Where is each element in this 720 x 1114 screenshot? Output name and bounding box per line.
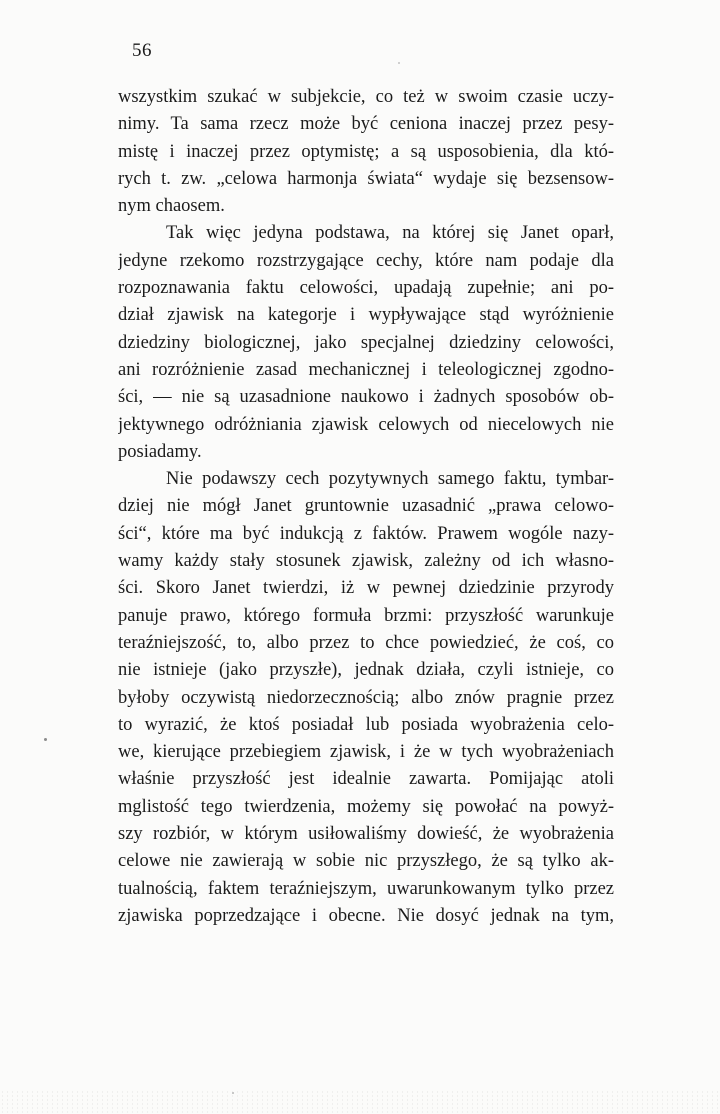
scan-speck xyxy=(44,738,47,741)
text-line: Nie podawszy cech pozytywnych samego faktu, tymbar- xyxy=(166,469,614,490)
text-line: dziej nie mógł Janet gruntownie uzasadnić „prawa celowo- xyxy=(118,496,614,517)
text-line: mglistość tego twierdzenia, możemy się powołać na powyż- xyxy=(118,796,614,817)
text-line: ści. Skoro Janet twierdzi, iż w pewnej dziedzinie przyrody xyxy=(118,578,614,599)
text-line: celowe nie zawierają w sobie nic przyszłego, że są tylko ak- xyxy=(118,851,614,872)
text-line: nie istnieje (jako przyszłe), jednak działa, czyli istnieje, co xyxy=(118,660,614,681)
text-line: zjawiska poprzedzające i obecne. Nie dosyć jednak na tym, xyxy=(118,905,614,926)
paragraph-2 xyxy=(118,220,614,466)
text-line: byłoby oczywistą niedorzecznością; albo znów pragnie przez xyxy=(118,687,614,708)
text-line: tualnością, faktem teraźniejszym, uwarunkowanym tylko przez xyxy=(118,878,614,899)
body-text xyxy=(118,84,614,930)
text-line: panuje prawo, którego formuła brzmi: przyszłość warunkuje xyxy=(118,605,614,626)
scan-speck xyxy=(398,62,400,64)
text-line: wszystkim szukać w subjekcie, co też w swoim czasie uczy- xyxy=(118,87,614,107)
text-line: ści, — nie są uzasadnione naukowo i żadnych sposobów ob- xyxy=(118,387,614,408)
text-line: dziedziny biologicznej, jako specjalnej dziedziny celowości, xyxy=(118,332,614,353)
text-line: to wyrazić, że ktoś posiadał lub posiada wyobrażenia celo- xyxy=(118,714,614,735)
text-line: nimy. Ta sama rzecz może być ceniona inaczej przez pesy- xyxy=(118,114,614,135)
paragraph-3 xyxy=(118,466,614,930)
text-line: Tak więc jedyna podstawa, na której się Janet oparł, xyxy=(166,223,614,244)
page-number: 56 xyxy=(132,40,152,61)
paragraph-1 xyxy=(118,84,614,220)
text-line: ści“, które ma być indukcją z faktów. Prawem wogóle nazy- xyxy=(118,523,614,544)
text-line: rych t. zw. „celowa harmonja świata“ wydaje się bezsensow- xyxy=(118,168,614,189)
text-line: we, kierujące przebiegiem zjawisk, i że w tych wyobrażeniach xyxy=(118,742,614,763)
text-line: dział zjawisk na kategorje i wypływające stąd wyróżnienie xyxy=(118,305,614,326)
text-line: jektywnego odróżniania zjawisk celowych od niecelowych nie xyxy=(118,414,614,435)
text-line: szy rozbiór, w którym usiłowaliśmy dowieść, że wyobrażenia xyxy=(118,824,614,845)
text-line: teraźniejszość, to, albo przez to chce powiedzieć, że coś, co xyxy=(118,632,614,653)
scan-noise xyxy=(0,1090,720,1114)
text-line: właśnie przyszłość jest idealnie zawarta. Pomijając atoli xyxy=(118,769,614,790)
text-line: jedyne rzekomo rozstrzygające cechy, które nam podaje dla xyxy=(118,250,614,271)
text-line: rozpoznawania faktu celowości, upadają zupełnie; ani po- xyxy=(118,278,614,299)
text-line: mistę i inaczej przez optymistę; a są usposobienia, dla któ- xyxy=(118,141,614,162)
text-line: wamy każdy stały stosunek zjawisk, zależny od ich własno- xyxy=(118,551,614,572)
text-line: nym chaosem. xyxy=(118,196,225,217)
text-line: posiadamy. xyxy=(118,441,202,462)
text-line: ani rozróżnienie zasad mechanicznej i teleologicznej zgodno- xyxy=(118,359,614,380)
